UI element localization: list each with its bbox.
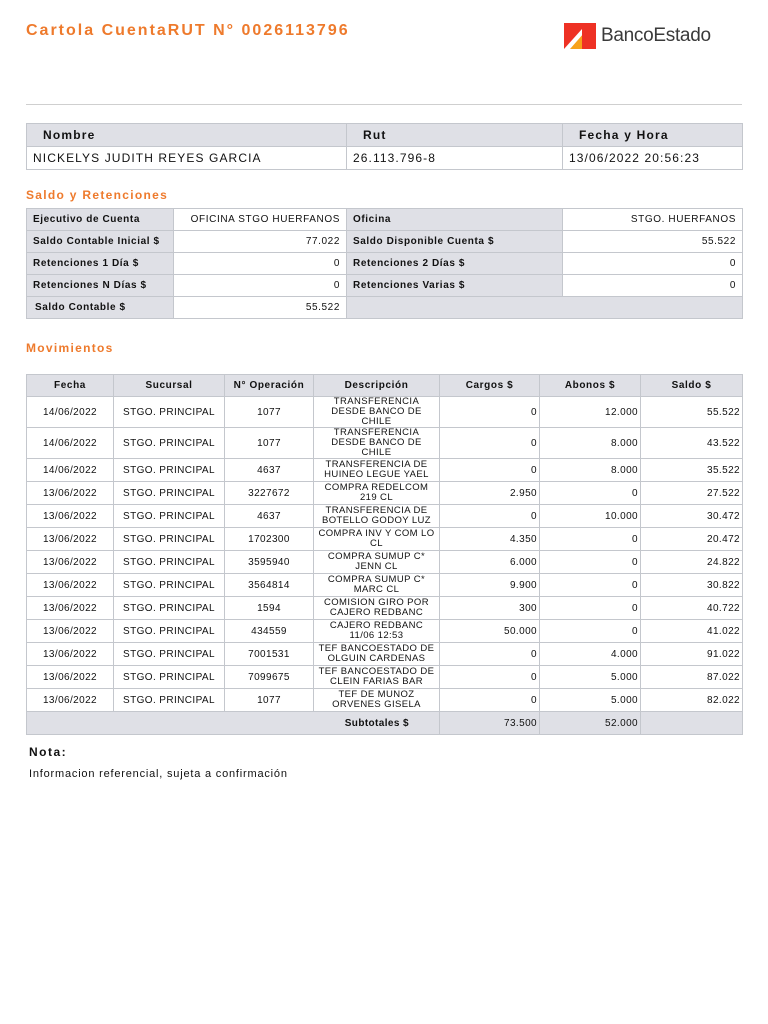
col-abonos: Abonos $	[540, 375, 641, 397]
row-operacion: 1594	[225, 597, 314, 620]
row-operacion: 7099675	[225, 666, 314, 689]
movements-table	[26, 374, 743, 735]
row-cargos: 300	[440, 597, 540, 620]
retention-1-value: 0	[174, 253, 347, 275]
row-descripcion: TRANSFERENCIA DE BOTELLO GODOY LUZ	[314, 505, 440, 528]
row-abonos: 8.000	[540, 459, 641, 482]
row-operacion: 4637	[225, 505, 314, 528]
row-descripcion: COMPRA INV Y COM LO CL	[314, 528, 440, 551]
row-abonos: 12.000	[540, 397, 641, 428]
row-abonos: 0	[540, 551, 641, 574]
row-sucursal: STGO. PRINCIPAL	[114, 459, 225, 482]
row-sucursal: STGO. PRINCIPAL	[114, 505, 225, 528]
table-row	[27, 666, 743, 689]
row-saldo: 30.822	[641, 574, 743, 597]
row-fecha: 13/06/2022	[27, 505, 114, 528]
owner-rut: 26.113.796-8	[347, 147, 563, 170]
row-operacion: 7001531	[225, 643, 314, 666]
row-descripcion: COMPRA REDELCOM 219 CL	[314, 482, 440, 505]
row-abonos: 5.000	[540, 689, 641, 712]
row-sucursal: STGO. PRINCIPAL	[114, 597, 225, 620]
col-sucursal: Sucursal	[114, 375, 225, 397]
row-abonos: 0	[540, 528, 641, 551]
row-sucursal: STGO. PRINCIPAL	[114, 428, 225, 459]
row-saldo: 27.522	[641, 482, 743, 505]
row-fecha: 13/06/2022	[27, 597, 114, 620]
row-fecha: 13/06/2022	[27, 482, 114, 505]
table-row	[27, 428, 743, 459]
col-cargos: Cargos $	[440, 375, 540, 397]
row-cargos: 0	[440, 505, 540, 528]
row-fecha: 13/06/2022	[27, 528, 114, 551]
saldo-contable-value: 55.522	[174, 297, 347, 319]
row-abonos: 5.000	[540, 666, 641, 689]
row-cargos: 0	[440, 666, 540, 689]
table-row	[27, 397, 743, 428]
row-descripcion: COMISION GIRO POR CAJERO REDBANC	[314, 597, 440, 620]
subtotal-row	[27, 712, 743, 735]
row-sucursal: STGO. PRINCIPAL	[114, 482, 225, 505]
row-saldo: 24.822	[641, 551, 743, 574]
row-cargos: 6.000	[440, 551, 540, 574]
subtotal-saldo-empty	[641, 712, 743, 735]
row-cargos: 0	[440, 689, 540, 712]
retention-2-label: Retenciones 2 Días $	[347, 253, 563, 275]
table-row	[27, 459, 743, 482]
table-row	[27, 482, 743, 505]
row-fecha: 14/06/2022	[27, 459, 114, 482]
retention-1-label: Retenciones 1 Día $	[27, 253, 174, 275]
row-cargos: 0	[440, 459, 540, 482]
row-fecha: 14/06/2022	[27, 428, 114, 459]
retention-n-value: 0	[174, 275, 347, 297]
row-descripcion: CAJERO REDBANC 11/06 12:53	[314, 620, 440, 643]
table-row	[27, 597, 743, 620]
row-operacion: 3595940	[225, 551, 314, 574]
page-title: Cartola CuentaRUT N° 0026113796	[26, 22, 350, 39]
row-cargos: 0	[440, 643, 540, 666]
table-row	[27, 643, 743, 666]
balance-table	[26, 208, 743, 319]
row-sucursal: STGO. PRINCIPAL	[114, 574, 225, 597]
bancoestado-logo-icon	[562, 21, 598, 51]
subtotal-abonos: 52.000	[540, 712, 641, 735]
row-descripcion: COMPRA SUMUP C* JENN CL	[314, 551, 440, 574]
subtotal-cargos: 73.500	[440, 712, 540, 735]
owner-name: NICKELYS JUDITH REYES GARCIA	[27, 147, 347, 170]
balance-empty-cell	[347, 297, 743, 319]
row-abonos: 0	[540, 620, 641, 643]
table-row	[27, 505, 743, 528]
row-descripcion: TRANSFERENCIA DESDE BANCO DE CHILE	[314, 397, 440, 428]
office-value: STGO. HUERFANOS	[563, 209, 743, 231]
row-abonos: 10.000	[540, 505, 641, 528]
divider	[26, 104, 742, 105]
balance-section-title: Saldo y Retenciones	[26, 188, 169, 202]
row-operacion: 1077	[225, 428, 314, 459]
row-saldo: 91.022	[641, 643, 743, 666]
retention-varias-label: Retenciones Varias $	[347, 275, 563, 297]
row-saldo: 40.722	[641, 597, 743, 620]
row-fecha: 13/06/2022	[27, 574, 114, 597]
row-saldo: 82.022	[641, 689, 743, 712]
saldo-contable-label: Saldo Contable $	[27, 297, 174, 319]
row-descripcion: TEF BANCOESTADO DE CLEIN FARIAS BAR	[314, 666, 440, 689]
row-cargos: 9.900	[440, 574, 540, 597]
row-fecha: 13/06/2022	[27, 666, 114, 689]
row-abonos: 4.000	[540, 643, 641, 666]
row-operacion: 434559	[225, 620, 314, 643]
row-descripcion: TEF DE MUNOZ ORVENES GISELA	[314, 689, 440, 712]
movements-section-title: Movimientos	[26, 341, 114, 355]
row-cargos: 0	[440, 397, 540, 428]
row-operacion: 1702300	[225, 528, 314, 551]
retention-2-value: 0	[563, 253, 743, 275]
bancoestado-logo	[562, 20, 742, 52]
row-sucursal: STGO. PRINCIPAL	[114, 397, 225, 428]
initial-balance-value: 77.022	[174, 231, 347, 253]
owner-datetime: 13/06/2022 20:56:23	[563, 147, 743, 170]
retention-n-label: Retenciones N Días $	[27, 275, 174, 297]
row-sucursal: STGO. PRINCIPAL	[114, 689, 225, 712]
row-fecha: 13/06/2022	[27, 551, 114, 574]
row-cargos: 2.950	[440, 482, 540, 505]
row-abonos: 8.000	[540, 428, 641, 459]
row-abonos: 0	[540, 574, 641, 597]
executive-value: OFICINA STGO HUERFANOS	[174, 209, 347, 231]
row-sucursal: STGO. PRINCIPAL	[114, 666, 225, 689]
table-row	[27, 551, 743, 574]
note-text: Informacion referencial, sujeta a confirmación	[29, 768, 288, 780]
row-operacion: 3227672	[225, 482, 314, 505]
col-saldo: Saldo $	[641, 375, 743, 397]
table-row	[27, 620, 743, 643]
row-saldo: 30.472	[641, 505, 743, 528]
table-row	[27, 574, 743, 597]
owner-table	[26, 123, 743, 170]
row-saldo: 41.022	[641, 620, 743, 643]
col-operacion: N° Operación	[225, 375, 314, 397]
row-fecha: 13/06/2022	[27, 620, 114, 643]
row-saldo: 35.522	[641, 459, 743, 482]
row-operacion: 3564814	[225, 574, 314, 597]
row-cargos: 50.000	[440, 620, 540, 643]
row-fecha: 14/06/2022	[27, 397, 114, 428]
row-cargos: 0	[440, 428, 540, 459]
row-operacion: 4637	[225, 459, 314, 482]
row-sucursal: STGO. PRINCIPAL	[114, 620, 225, 643]
row-descripcion: TRANSFERENCIA DE HUINEO LEGUE YAEL	[314, 459, 440, 482]
subtotal-label: Subtotales $	[27, 712, 440, 735]
owner-header-datetime: Fecha y Hora	[563, 124, 743, 147]
row-saldo: 20.472	[641, 528, 743, 551]
row-cargos: 4.350	[440, 528, 540, 551]
row-abonos: 0	[540, 597, 641, 620]
row-descripcion: COMPRA SUMUP C* MARC CL	[314, 574, 440, 597]
row-abonos: 0	[540, 482, 641, 505]
row-operacion: 1077	[225, 397, 314, 428]
available-balance-value: 55.522	[563, 231, 743, 253]
row-sucursal: STGO. PRINCIPAL	[114, 643, 225, 666]
initial-balance-label: Saldo Contable Inicial $	[27, 231, 174, 253]
row-sucursal: STGO. PRINCIPAL	[114, 528, 225, 551]
owner-header-rut: Rut	[347, 124, 563, 147]
row-fecha: 13/06/2022	[27, 689, 114, 712]
row-saldo: 43.522	[641, 428, 743, 459]
row-descripcion: TEF BANCOESTADO DE OLGUIN CARDENAS	[314, 643, 440, 666]
table-row	[27, 528, 743, 551]
office-label: Oficina	[347, 209, 563, 231]
executive-label: Ejecutivo de Cuenta	[27, 209, 174, 231]
col-fecha: Fecha	[27, 375, 114, 397]
row-saldo: 87.022	[641, 666, 743, 689]
retention-varias-value: 0	[563, 275, 743, 297]
note-title: Nota:	[29, 745, 68, 759]
col-descripcion: Descripción	[314, 375, 440, 397]
row-descripcion: TRANSFERENCIA DESDE BANCO DE CHILE	[314, 428, 440, 459]
logo-text: BancoEstado	[601, 25, 711, 46]
row-operacion: 1077	[225, 689, 314, 712]
row-saldo: 55.522	[641, 397, 743, 428]
available-balance-label: Saldo Disponible Cuenta $	[347, 231, 563, 253]
row-fecha: 13/06/2022	[27, 643, 114, 666]
row-sucursal: STGO. PRINCIPAL	[114, 551, 225, 574]
owner-header-name: Nombre	[27, 124, 347, 147]
table-row	[27, 689, 743, 712]
